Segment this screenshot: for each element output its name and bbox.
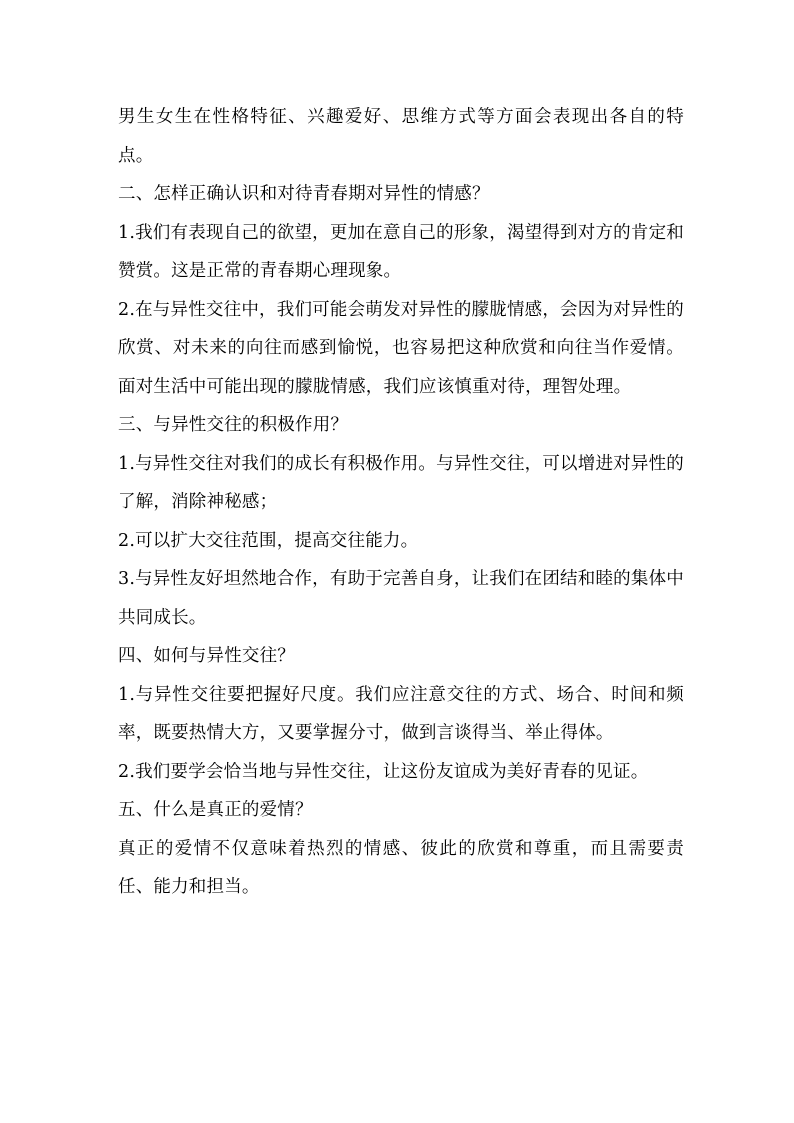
heading-section-four: 四、如何与异性交往？ — [118, 646, 295, 666]
heading-section-two: 二、怎样正确认识和对待青春期对异性的情感？ — [118, 184, 490, 204]
heading-section-three: 三、与异性交往的积极作用？ — [118, 415, 349, 435]
document-body — [118, 98, 684, 907]
paragraph-point-2-1: 1.我们有表现自己的欲望，更加在意自己的形象，渴望得到对方的肯定和赞赏。这是正常的青春期心理现象。 — [118, 222, 684, 281]
paragraph-true-love: 真正的爱情不仅意味着热烈的情感、彼此的欣赏和尊重，而且需要责任、能力和担当。 — [118, 838, 684, 897]
paragraph-point-2-2: 2.在与异性交往中，我们可能会萌发对异性的朦胧情感，会因为对异性的欣赏、对未来的向往而感到愉悦，也容易把这种欣赏和向往当作爱情。面对生活中可能出现的朦胧情感，我们应该慎重对待，理智处理。 — [118, 299, 684, 397]
heading-section-five: 五、什么是真正的爱情？ — [118, 800, 313, 820]
paragraph-point-3-1: 1.与异性交往对我们的成长有积极作用。与异性交往，可以增进对异性的了解，消除神秘感； — [118, 453, 684, 512]
paragraph-point-4-1: 1.与异性交往要把握好尺度。我们应注意交往的方式、场合、时间和频率，既要热情大方，又要掌握分寸，做到言谈得当、举止得体。 — [118, 684, 684, 743]
paragraph-point-3-3: 3.与异性友好坦然地合作，有助于完善自身，让我们在团结和睦的集体中共同成长。 — [118, 569, 684, 628]
paragraph-gender-traits: 男生女生在性格特征、兴趣爱好、思维方式等方面会表现出各自的特点。 — [118, 107, 684, 166]
paragraph-point-3-2: 2.可以扩大交往范围，提高交往能力。 — [118, 530, 419, 551]
paragraph-point-4-2: 2.我们要学会恰当地与异性交往，让这份友谊成为美好青春的见证。 — [118, 761, 649, 782]
